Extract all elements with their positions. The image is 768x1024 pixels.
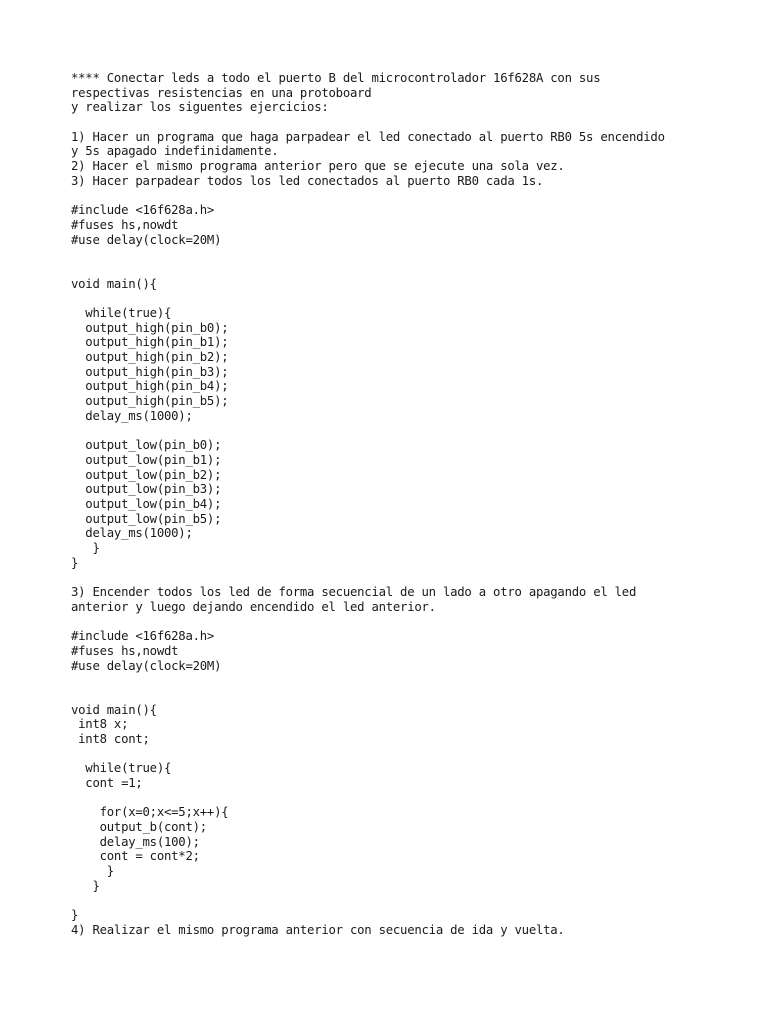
text-line: } — [71, 878, 100, 893]
text-line: delay_ms(100); — [71, 834, 200, 849]
text-line: y realizar los siguentes ejercicios: — [71, 100, 329, 115]
text-line: while(true){ — [71, 306, 172, 320]
text-line: 1) Hacer un programa que haga parpadear el led conectado al puerto RB0 5s encendido — [71, 129, 665, 144]
text-line: int8 x; — [71, 717, 129, 732]
text-line: output_low(pin_b2); — [71, 467, 222, 482]
text-line: output_high(pin_b4); — [71, 379, 229, 394]
text-line: #include <16f628a.h> — [71, 203, 215, 218]
text-line: 3) Encender todos los led de forma secuencial de un lado a otro apagando el led — [71, 585, 637, 600]
blank-line — [71, 570, 751, 585]
blank-line — [71, 791, 751, 806]
text-line: #fuses hs,nowdt — [71, 217, 179, 232]
text-line: output_b(cont); — [71, 820, 207, 835]
text-line: y 5s apagado indefinidamente. — [71, 144, 279, 159]
text-line: **** Conectar leds a todo el puerto B del microcontrolador 16f628A con sus — [71, 71, 601, 85]
document-page — [71, 71, 751, 938]
text-line: #include <16f628a.h> — [71, 629, 215, 644]
text-line: respectivas resistencias en una protoboard — [71, 85, 372, 100]
blank-line — [71, 747, 751, 762]
text-line: #use delay(clock=20M) — [71, 658, 222, 673]
text-line: cont =1; — [71, 776, 143, 790]
text-line: output_low(pin_b1); — [71, 452, 222, 467]
text-line: output_low(pin_b0); — [71, 438, 222, 453]
blank-line — [71, 424, 751, 439]
blank-line — [71, 614, 751, 629]
text-line: } — [71, 555, 79, 570]
text-line: delay_ms(1000); — [71, 408, 193, 423]
blank-line — [71, 673, 751, 688]
text-line: for(x=0;x<=5;x++){ — [71, 805, 229, 820]
blank-line — [71, 291, 751, 306]
text-line: 4) Realizar el mismo programa anterior con secuencia de ida y vuelta. — [71, 922, 565, 937]
blank-line — [71, 115, 751, 130]
text-line: } — [71, 864, 114, 879]
text-line: delay_ms(1000); — [71, 526, 193, 541]
text-line: #use delay(clock=20M) — [71, 232, 222, 247]
blank-line — [71, 247, 751, 262]
text-line: } — [71, 908, 79, 923]
text-line: output_high(pin_b3); — [71, 364, 229, 379]
text-line: output_high(pin_b5); — [71, 394, 229, 409]
text-line: output_low(pin_b5); — [71, 511, 222, 526]
text-line: } — [71, 541, 100, 555]
text-line: output_high(pin_b2); — [71, 350, 229, 365]
text-line: void main(){ — [71, 276, 157, 291]
text-line: 3) Hacer parpadear todos los led conectados al puerto RB0 cada 1s. — [71, 173, 544, 188]
text-line: cont = cont*2; — [71, 849, 200, 864]
text-line: void main(){ — [71, 702, 157, 717]
text-line: 2) Hacer el mismo programa anterior pero que se ejecute una sola vez. — [71, 159, 565, 174]
text-line: while(true){ — [71, 761, 172, 776]
blank-line — [71, 688, 751, 703]
text-line: output_high(pin_b1); — [71, 335, 229, 350]
text-line: output_high(pin_b0); — [71, 320, 229, 335]
text-line: output_low(pin_b4); — [71, 496, 222, 511]
blank-line — [71, 894, 751, 909]
text-line: int8 cont; — [71, 731, 150, 746]
text-line: output_low(pin_b3); — [71, 482, 222, 497]
text-line: #fuses hs,nowdt — [71, 643, 179, 658]
blank-line — [71, 262, 751, 277]
blank-line — [71, 189, 751, 204]
text-line: anterior y luego dejando encendido el led anterior. — [71, 599, 436, 614]
